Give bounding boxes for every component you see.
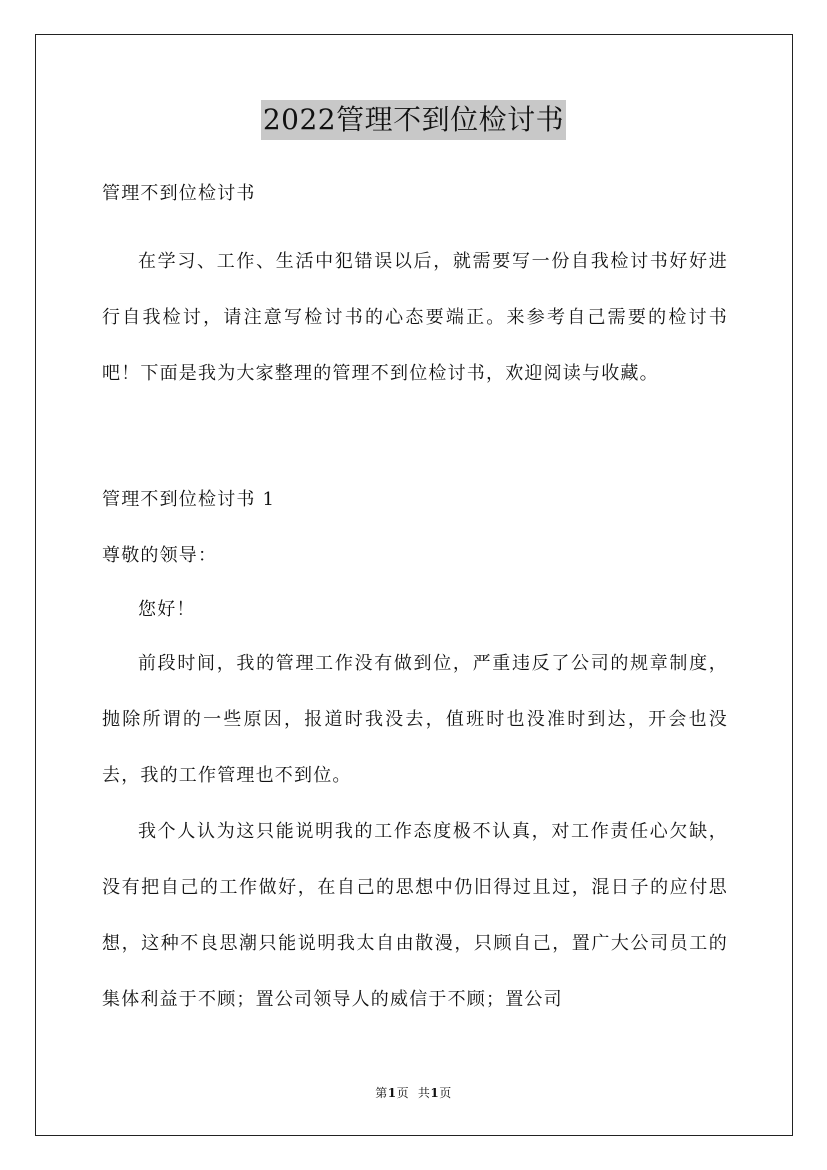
document-title: 2022管理不到位检讨书	[261, 100, 566, 140]
page-suffix: 页	[396, 1086, 410, 1100]
section-heading: 管理不到位检讨书 1	[102, 489, 276, 510]
greeting: 您好！	[138, 599, 196, 620]
salutation: 尊敬的领导：	[102, 545, 218, 566]
total-pages: 1	[430, 1086, 440, 1100]
page-footer	[0, 1084, 827, 1101]
document-body	[102, 176, 728, 1028]
body-paragraph-2: 我个人认为这只能说明我的工作态度极不认真，对工作责任心欠缺，没有把自己的工作做好，在自己的思想中仍旧得过且过，混日子的应付思想，这种不良思潮只能说明我太自由散漫，只顾自己，置广大公司员工的集体利益于不顾；置公司领导人的威信于不顾；置公司	[102, 821, 728, 1010]
total-prefix: 共	[417, 1086, 431, 1100]
page-prefix: 第	[375, 1086, 388, 1100]
body-paragraph-1: 前段时间，我的管理工作没有做到位，严重违反了公司的规章制度，抛除所谓的一些原因，报道时我没去，值班时也没准时到达，开会也没去，我的工作管理也不到位。	[102, 653, 728, 786]
page-number: 1	[387, 1086, 397, 1100]
intro-paragraph: 在学习、工作、生活中犯错误以后，就需要写一份自我检讨书好好进行自我检讨，请注意写检讨书的心态要端正。来参考自己需要的检讨书吧！下面是我为大家整理的管理不到位检讨书，欢迎阅读与收藏。	[102, 251, 728, 384]
total-suffix: 页	[439, 1086, 452, 1100]
document-subtitle: 管理不到位检讨书	[102, 183, 256, 204]
title-container	[0, 100, 827, 140]
